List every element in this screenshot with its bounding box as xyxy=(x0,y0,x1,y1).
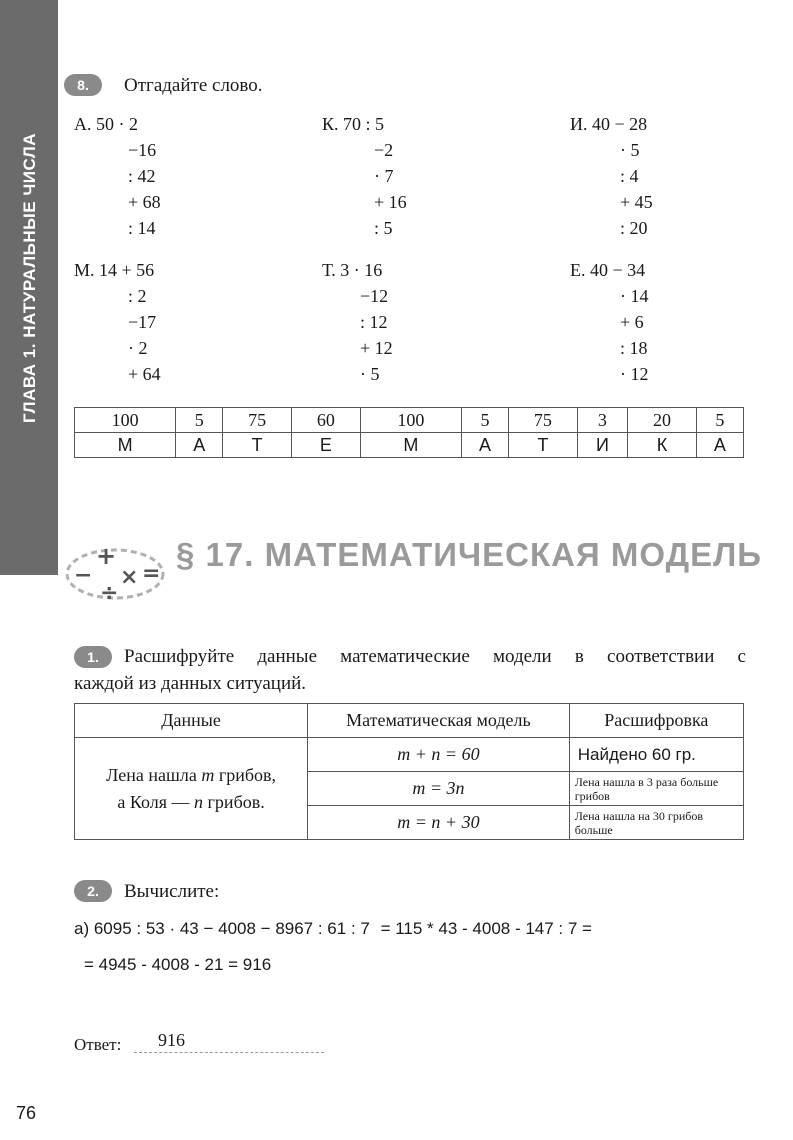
situation-text: Лена нашла xyxy=(106,764,202,785)
chain-line: · 5 xyxy=(360,364,380,384)
chain-line: : 14 xyxy=(128,218,156,238)
operation-chain-t xyxy=(322,257,393,387)
letter-cell: Т xyxy=(223,433,292,458)
header-model: Математическая модель xyxy=(308,704,570,738)
operation-chain-e xyxy=(570,257,649,387)
letter-cell: Е xyxy=(292,433,361,458)
number-cell: 75 xyxy=(509,408,578,433)
chain-line: −17 xyxy=(128,312,157,332)
chain-line: + 45 xyxy=(620,192,653,212)
chain-line: · 7 xyxy=(374,166,394,186)
situation-cell xyxy=(75,738,308,840)
answer-label: Ответ: xyxy=(74,1035,122,1054)
numbers-row xyxy=(75,408,744,433)
operation-chain-k xyxy=(322,111,407,241)
number-cell: 5 xyxy=(461,408,508,433)
model-formula: m = 3n xyxy=(308,772,570,806)
chain-line: А. 50 · 2 xyxy=(74,114,138,134)
task-2-badge: 2. xyxy=(74,880,112,902)
page-number: 76 xyxy=(16,1103,37,1123)
chain-line: : 5 xyxy=(374,218,393,238)
section-title: § 17. МАТЕМАТИЧЕСКАЯ МОДЕЛЬ xyxy=(176,536,762,573)
calc-line-1 xyxy=(74,919,592,939)
svg-text:+: + xyxy=(96,542,117,570)
chain-line: : 42 xyxy=(128,166,156,186)
number-cell: 20 xyxy=(628,408,697,433)
chapter-sidebar xyxy=(0,0,58,575)
decode-answer: Лена нашла в 3 раза больше грибов xyxy=(569,772,743,806)
chain-line: К. 70 : 5 xyxy=(322,114,385,134)
calc-solution-step-2: = 4945 - 4008 - 21 = 916 xyxy=(84,955,272,974)
letters-row xyxy=(75,433,744,458)
chain-line: Е. 40 − 34 xyxy=(570,260,646,280)
letter-cell: М xyxy=(360,433,461,458)
situation-text: грибов, xyxy=(214,764,276,785)
chain-line: : 20 xyxy=(620,218,648,238)
chain-line: Т. 3 · 16 xyxy=(322,260,383,280)
task-1-title-line-2: каждой из данных ситуаций. xyxy=(74,673,307,694)
header-decode: Расшифровка xyxy=(569,704,743,738)
model-row xyxy=(75,738,744,772)
chain-line: · 12 xyxy=(620,364,649,384)
calc-solution-step-1: = 115 * 43 - 4008 - 147 : 7 = xyxy=(380,919,592,938)
math-signs-icon xyxy=(60,538,170,606)
variable-n: n xyxy=(194,791,204,812)
chain-line: + 64 xyxy=(128,364,161,384)
chain-line: −16 xyxy=(128,140,157,160)
svg-text:÷: ÷ xyxy=(100,581,119,606)
decode-answer: Найдено 60 гр. xyxy=(569,738,743,772)
chain-line: + 68 xyxy=(128,192,161,212)
chain-line: М. 14 + 56 xyxy=(74,260,155,280)
chain-line: : 2 xyxy=(128,286,147,306)
chain-line: И. 40 − 28 xyxy=(570,114,648,134)
chain-line: · 2 xyxy=(128,338,148,358)
number-cell: 100 xyxy=(75,408,176,433)
number-cell: 3 xyxy=(577,408,627,433)
letter-cell: А xyxy=(461,433,508,458)
number-cell: 100 xyxy=(360,408,461,433)
letter-cell: И xyxy=(577,433,627,458)
number-cell: 60 xyxy=(292,408,361,433)
chain-line: : 4 xyxy=(620,166,639,186)
model-formula: m + n = 60 xyxy=(308,738,570,772)
calc-expression: а) 6095 : 53 · 43 − 4008 − 8967 : 61 : 7 xyxy=(74,919,370,938)
chain-line: + 6 xyxy=(620,312,644,332)
letter-cell: А xyxy=(176,433,223,458)
svg-text:−: − xyxy=(74,563,93,588)
operation-chain-m xyxy=(74,257,161,387)
operation-chain-a xyxy=(74,111,161,241)
chain-line: : 12 xyxy=(360,312,388,332)
chapter-title: ГЛАВА 1. НАТУРАЛЬНЫЕ ЧИСЛА xyxy=(20,132,39,424)
variable-m: m xyxy=(201,764,215,785)
number-cell: 5 xyxy=(696,408,743,433)
svg-text:×: × xyxy=(120,565,139,590)
chain-line: + 16 xyxy=(374,192,407,212)
model-formula: m = n + 30 xyxy=(308,806,570,840)
chain-line: + 12 xyxy=(360,338,393,358)
chain-line: · 14 xyxy=(620,286,649,306)
task-1-badge: 1. xyxy=(74,646,112,668)
number-cell: 5 xyxy=(176,408,223,433)
letter-cell: А xyxy=(696,433,743,458)
situation-text: грибов. xyxy=(203,791,265,812)
letter-cell: Т xyxy=(509,433,578,458)
header-data: Данные xyxy=(75,704,308,738)
chain-line: −2 xyxy=(374,140,394,160)
chain-line: · 5 xyxy=(620,140,640,160)
model-table-header xyxy=(75,704,744,738)
answer-value: 916 xyxy=(158,1030,185,1050)
letter-cell: К xyxy=(628,433,697,458)
letter-cell: М xyxy=(75,433,176,458)
operation-chain-i xyxy=(570,111,653,241)
situation-text: а Коля — xyxy=(117,791,195,812)
svg-text:=: = xyxy=(142,561,161,586)
task-1-title-line-1: Расшифруйте данные математические модели в соответствии с xyxy=(124,646,746,667)
word-code-table xyxy=(74,407,744,458)
chain-line: : 18 xyxy=(620,338,648,358)
task-8-title: Отгадайте слово. xyxy=(124,75,263,96)
decode-answer: Лена нашла на 30 грибов больше xyxy=(569,806,743,840)
task-2-title: Вычислите: xyxy=(124,881,220,902)
number-cell: 75 xyxy=(223,408,292,433)
task-8-badge: 8. xyxy=(64,74,102,96)
answer-line xyxy=(134,1052,324,1053)
chain-line: −12 xyxy=(360,286,389,306)
math-model-table xyxy=(74,703,744,840)
